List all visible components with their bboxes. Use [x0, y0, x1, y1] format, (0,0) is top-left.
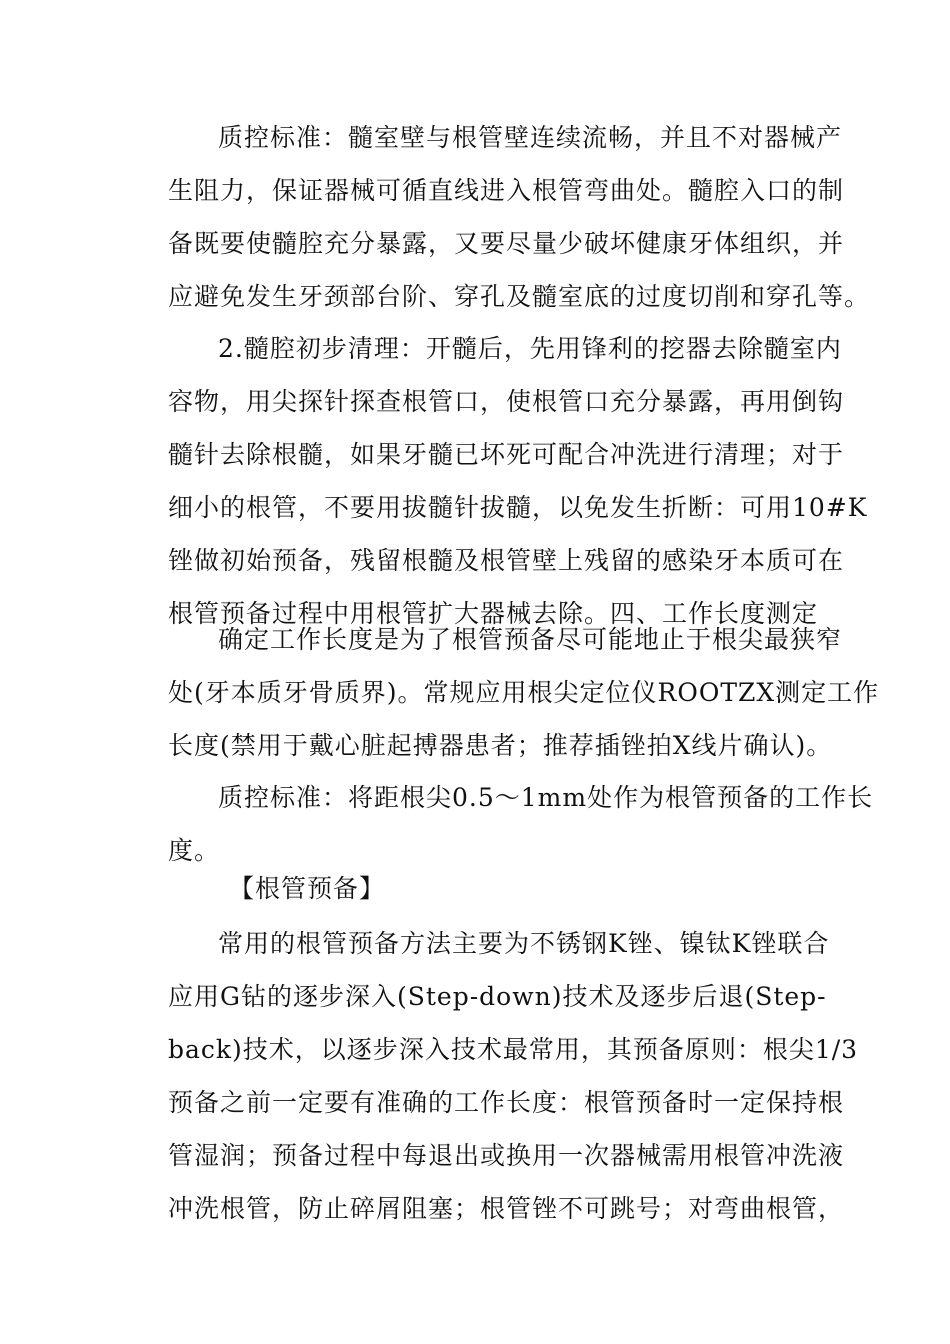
paragraph-canal-preparation-methods [168, 917, 859, 1235]
text-line: 应用G钻的逐步深入(Step-down)技术及逐步后退(Step- [168, 982, 827, 1011]
text-line: 锉做初始预备，残留根髓及根管壁上残留的感染牙本质可在 [168, 546, 845, 575]
section-heading: 【根管预备】 [229, 874, 386, 903]
text-line: 处(牙本质牙骨质界)。常规应用根尖定位仪ROOTZX测定工作 [168, 678, 880, 707]
text-line: 确定工作长度是为了根管预备尽可能地止于根尖最狭窄 [218, 625, 843, 654]
text-line: 髓针去除根髓，如果牙髓已坏死可配合冲洗进行清理；对于 [168, 440, 845, 469]
text-line: back)技术，以逐步深入技术最常用，其预备原则：根尖1/3 [168, 1035, 859, 1064]
text-line: 预备之前一定要有准确的工作长度：根管预备时一定保持根 [168, 1088, 845, 1117]
text-line: 管湿润；预备过程中每退出或换用一次器械需用根管冲洗液 [168, 1141, 845, 1170]
text-line: 冲洗根管，防止碎屑阻塞；根管锉不可跳号；对弯曲根管， [168, 1194, 845, 1223]
text-line: 度。 [168, 836, 221, 865]
paragraph-working-length [168, 613, 880, 772]
text-line: 备既要使髓腔充分暴露，又要尽量少破坏健康牙体组织，并 [168, 229, 845, 258]
text-line: 生阻力，保证器械可循直线进入根管弯曲处。髓腔入口的制 [168, 176, 845, 205]
text-line: 根管预备过程中用根管扩大器械去除。四、工作长度测定 [168, 599, 819, 628]
text-line: 应避免发生牙颈部台阶、穿孔及髓室底的过度切削和穿孔等。 [168, 282, 871, 311]
text-line: 长度(禁用于戴心脏起搏器患者；推荐插锉拍X线片确认)。 [168, 731, 833, 760]
text-line: 细小的根管，不要用拔髓针拔髓，以免发生折断：可用10#K [168, 493, 868, 522]
text-line: 质控标准：将距根尖0.5〜1mm处作为根管预备的工作长 [218, 783, 874, 812]
text-line: 常用的根管预备方法主要为不锈钢K锉、镍钛K锉联合 [218, 929, 830, 958]
text-line: 2.髓腔初步清理：开髓后，先用锋利的挖器去除髓室内 [218, 334, 842, 363]
paragraph-quality-standard-pulp-access [168, 111, 871, 323]
text-line: 容物，用尖探针探查根管口，使根管口充分暴露，再用倒钩 [168, 387, 845, 416]
section-heading-canal-preparation [168, 862, 804, 915]
text-line: 质控标准：髓室壁与根管壁连续流畅，并且不对器械产 [218, 123, 843, 152]
